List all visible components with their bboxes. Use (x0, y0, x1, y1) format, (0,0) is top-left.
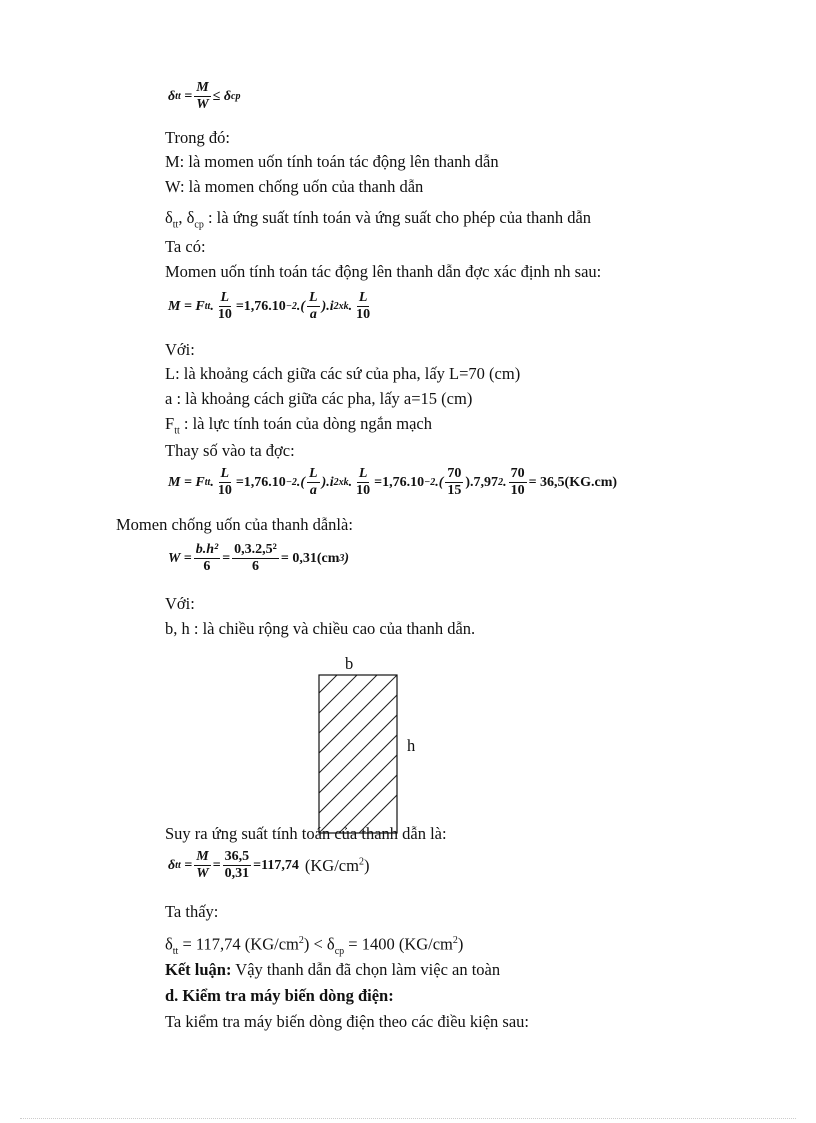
text-line: Momen chống uốn của thanh dẫnlà: (116, 515, 353, 534)
busbar-cross-section (318, 674, 398, 834)
moment-formula: M = F tt . $\frac{L}{10}$ =1,76.10 −2 .( $\frac{L}{a}$ ).i 2 xk . $\frac{L}{10}$ (168, 290, 371, 322)
force-definition: $F_{tt}$ : là lực tính toán của dòng ngắn mạch (165, 414, 432, 437)
conclusion: Kết luận: Vậy thanh dẫn đã chọn làm việc an toàn (165, 960, 501, 979)
text-line: Trong đó: (165, 128, 230, 147)
text-line: L: là khoảng cách giữa các sứ của pha, lấy L=70 (cm) (165, 364, 521, 383)
text-line: M: là momen uốn tính toán tác động lên thanh dẫn (165, 152, 499, 171)
stress-comparison: $\delta_{tt} = 117,74$ $(KG/cm^2) < \delta_{cp} = 1400$ $(KG/cm^2)$ (165, 934, 464, 957)
text-line: Với: (165, 594, 195, 613)
height-label: h (407, 736, 416, 755)
stress-condition-equation: δ tt = $\frac{M}{W}$ ≤ δ cp (168, 80, 241, 112)
section-modulus-formula: W = $\frac{\text{b.h²}}{6}$ = $\frac{\text{0,3.2,5²}}{6}$ = 0,31(cm 3 ) (168, 542, 350, 574)
moment-calculation: M = F tt . $\frac{L}{10}$ =1,76.10 −2 .( $\frac{L}{a}$ ).i 2 xk . $\frac{L}{10}$ =1,76.10 −2 .( $\frac{70}{15}$ ).7,97 2 . $\frac{70}{10}$ = 36,5(KG.cm) (168, 466, 618, 498)
text-line: Ta có: (165, 237, 206, 256)
delta-definition: $\delta_{tt}$, $\delta_{cp}$ : là ứng suất tính toán và ứng suất cho phép của thanh dẫn (165, 208, 592, 231)
text-line: Suy ra ứng suất tính toán của thanh dẫn là: (165, 824, 447, 843)
width-label: b (345, 654, 354, 673)
text-line: Ta thấy: (165, 902, 219, 921)
text-line: Momen uốn tính toán tác động lên thanh dẫn đợc xác định nh sau: (165, 262, 602, 281)
text-line: Với: (165, 340, 195, 359)
section-heading-d: d. Kiểm tra máy biến dòng điện: (165, 986, 394, 1005)
page-footer-divider (20, 1118, 796, 1119)
stress-calculation: δ tt = $\frac{M}{W}$ = $\frac{36,5}{0,31}$ =117,74 $(KG/cm^2)$ (168, 849, 370, 881)
text-line: Ta kiểm tra máy biến dòng điện theo các điều kiện sau: (165, 1012, 530, 1031)
text-line: a : là khoảng cách giữa các pha, lấy a=15 (cm) (165, 389, 473, 408)
text-line: b, h : là chiều rộng và chiều cao của thanh dẫn. (165, 619, 476, 638)
text-line: Thay số vào ta đợc: (165, 441, 295, 460)
text-line: W: là momen chống uốn của thanh dẫn (165, 177, 424, 196)
